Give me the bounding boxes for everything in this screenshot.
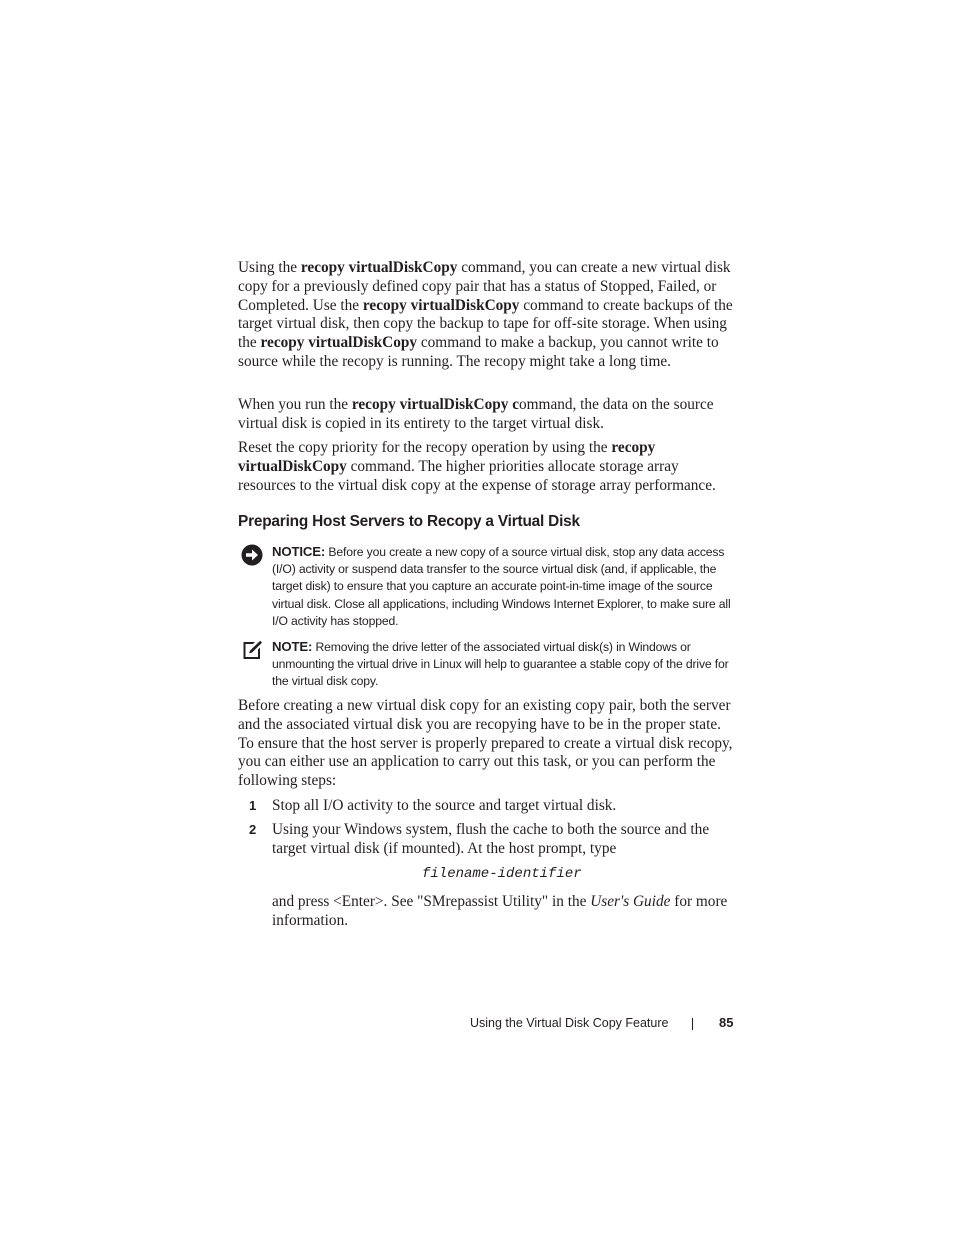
command-name: recopy virtualDiskCopy	[238, 439, 656, 475]
footer-divider	[692, 1018, 693, 1030]
intro-paragraph	[238, 259, 738, 372]
run-command-paragraph	[238, 396, 738, 434]
step-text: Stop all I/O activity to the source and target virtual disk.	[272, 797, 617, 814]
note-body: Removing the drive letter of the associated virtual disk(s) in Windows or unmounting the virtual drive in Linux will help to guarantee a stable copy of the drive for the virtual disk copy.	[272, 640, 729, 689]
text-run: command, you can create a new virtual disk copy for a previously defined copy pair that has a status of Stopped, Failed, or Completed. Use the	[238, 259, 731, 314]
notice-body: Before you create a new copy of a source virtual disk, stop any data access (I/O) activity or suspend data transfer to the source virtual disk (and, if applicable, the target disk) to ensure that you capture an accurate point-in-time image of the source virtual disk. Close all applications, including Windows Internet Explorer, to make sure all I/O activity has stopped.	[272, 545, 731, 628]
text-run: and press <Enter>. See "SMrepassist Utility" in the	[272, 893, 591, 910]
notice-callout	[238, 543, 738, 633]
page-number: 85	[719, 1015, 734, 1030]
text-run: When you run the	[238, 396, 352, 413]
command-name: recopy virtualDiskCopy c	[351, 396, 519, 413]
step-text: Using your Windows system, flush the cache to both the source and the target virtual disk (if mounted). At the host prompt, type	[272, 821, 710, 857]
footer-chapter-title: Using the Virtual Disk Copy Feature	[470, 1016, 669, 1030]
note-text	[272, 638, 738, 691]
text-run: command to make a backup, you cannot write to source while the recopy is running. The recopy might take a long time.	[238, 334, 719, 370]
step-number: 1	[249, 798, 257, 813]
command-name: recopy virtualDiskCopy	[260, 334, 418, 352]
step-number: 2	[249, 822, 257, 837]
notice-text	[272, 543, 738, 630]
step-2-continuation	[272, 893, 738, 931]
text-run: Using the	[238, 259, 301, 276]
code-line: filename-identifier	[422, 866, 582, 882]
notice-arrow-icon	[241, 544, 263, 566]
text-run: ommand, the data on the source virtual disk is copied in its entirety to the target virtual disk.	[238, 396, 714, 432]
text-run: command. The higher priorities allocate storage array resources to the virtual disk copy at the expense of storage array performance.	[238, 457, 716, 494]
notice-label: NOTICE:	[272, 544, 326, 559]
section-heading: Preparing Host Servers to Recopy a Virtual Disk	[238, 513, 580, 530]
command-name: recopy virtualDiskCopy	[300, 259, 458, 276]
preparation-paragraph: Before creating a new virtual disk copy for an existing copy pair, both the server and the associated virtual disk you are recopying have to be in the proper state. To ensure that the host server is properly prepared to create a virtual disk recopy, you can either use an application to carry out this task, or you can perform the following steps:	[238, 697, 733, 790]
guide-title: User's Guide	[590, 893, 671, 910]
pencil-note-icon	[241, 639, 263, 661]
command-name: recopy virtualDiskCopy	[362, 296, 520, 314]
copy-priority-paragraph	[238, 439, 738, 495]
text-run: for more information.	[272, 893, 728, 929]
note-label: NOTE:	[272, 639, 313, 654]
note-callout	[238, 638, 738, 692]
text-run: command to create backups of the target virtual disk, then copy the backup to tape for off-site storage. When using the	[238, 296, 733, 352]
text-run: Reset the copy priority for the recopy operation by using the	[238, 439, 612, 456]
